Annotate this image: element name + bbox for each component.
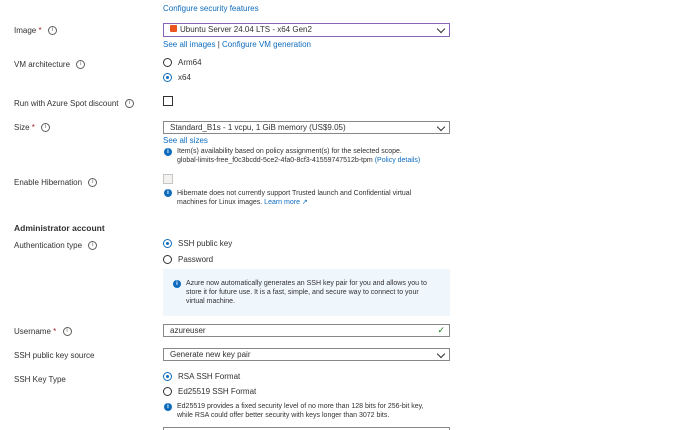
vm-architecture-label: VM architecture i	[14, 60, 85, 69]
policy-details-link[interactable]: (Policy details)	[374, 157, 421, 164]
radio-password-label: Password	[178, 255, 214, 264]
ssh-banner-text: Azure now automatically generates an SSH key pair for you and allows you to store it for future use. It is a fast, simple, and secure way to connect to your virtual machine.	[186, 280, 427, 305]
radio-arm64[interactable]	[163, 58, 172, 67]
ssh-key-type-label: SSH Key Type	[14, 375, 66, 384]
checkmark-icon: ✓	[437, 325, 445, 335]
radio-ssh-public-key[interactable]	[163, 239, 172, 248]
radio-rsa-ssh-label: RSA SSH Format	[178, 372, 241, 381]
learn-more-link[interactable]: Learn more	[264, 199, 300, 206]
image-dropdown[interactable]: Ubuntu Server 24.04 LTS - x64 Gen2	[163, 23, 450, 37]
spot-discount-checkbox[interactable]	[163, 96, 173, 106]
info-icon[interactable]: i	[41, 123, 50, 132]
hibernation-note: Hibernate does not currently support Trusted launch and Confidential virtual machines for Linux images. Learn more ↗	[177, 190, 412, 206]
radio-password[interactable]	[163, 255, 172, 264]
radio-arm64-label: Arm64	[178, 58, 202, 67]
see-all-sizes-link[interactable]: See all sizes	[163, 136, 208, 145]
info-filled-icon: i	[164, 189, 172, 197]
radio-ed25519-ssh-label: Ed25519 SSH Format	[178, 387, 257, 396]
radio-ssh-public-key-label: SSH public key	[178, 239, 233, 248]
info-icon[interactable]: i	[125, 99, 134, 108]
hibernation-checkbox[interactable]	[163, 174, 173, 184]
chevron-down-icon	[437, 25, 445, 33]
chevron-down-icon	[437, 350, 445, 358]
admin-section-heading: Administrator account	[14, 223, 105, 233]
radio-x64[interactable]	[163, 73, 172, 82]
auth-type-label: Authentication type i	[14, 241, 97, 250]
info-icon[interactable]: i	[48, 26, 57, 35]
info-icon[interactable]: i	[76, 60, 85, 69]
ssh-key-type-note: Ed25519 provides a fixed security level of no more than 128 bits for 256-bit key, while RSA could offer better security with keys longer than 3072 bits.	[177, 403, 424, 419]
radio-ed25519-ssh[interactable]	[163, 387, 172, 396]
size-label: Size * i	[14, 123, 50, 132]
configure-vm-generation-link[interactable]: Configure VM generation	[222, 40, 311, 49]
info-filled-icon: i	[164, 403, 172, 411]
hibernation-label: Enable Hibernation i	[14, 178, 97, 187]
image-label: Image * i	[14, 26, 57, 35]
username-label: Username * i	[14, 327, 72, 336]
info-icon[interactable]: i	[88, 178, 97, 187]
info-icon[interactable]: i	[63, 327, 72, 336]
radio-rsa-ssh[interactable]	[163, 372, 172, 381]
ubuntu-logo-icon	[170, 25, 177, 32]
image-links: See all images | Configure VM generation	[163, 40, 311, 49]
username-input[interactable]: azureuser ✓	[163, 324, 450, 337]
size-availability-note: Item(s) availability based on policy assignment(s) for the selected scope. global-limits-free_f0c3bcdd-5ce2-4fa0-8cf3-41559747512b-tpm (Policy details)	[177, 148, 421, 164]
info-icon[interactable]: i	[88, 241, 97, 250]
ssh-key-source-dropdown[interactable]: Generate new key pair	[163, 348, 450, 361]
info-filled-icon: i	[164, 148, 172, 156]
radio-x64-label: x64	[178, 73, 191, 82]
spot-discount-label: Run with Azure Spot discount i	[14, 99, 134, 108]
info-filled-icon: i	[173, 280, 181, 288]
ssh-key-source-label: SSH public key source	[14, 351, 95, 360]
size-dropdown[interactable]: Standard_B1s - 1 vcpu, 1 GiB memory (US$9.05)	[163, 121, 450, 134]
chevron-down-icon	[437, 123, 445, 131]
see-all-images-link[interactable]: See all images	[163, 40, 216, 49]
external-link-icon: ↗	[299, 199, 308, 206]
configure-security-link[interactable]: Configure security features	[163, 4, 259, 13]
